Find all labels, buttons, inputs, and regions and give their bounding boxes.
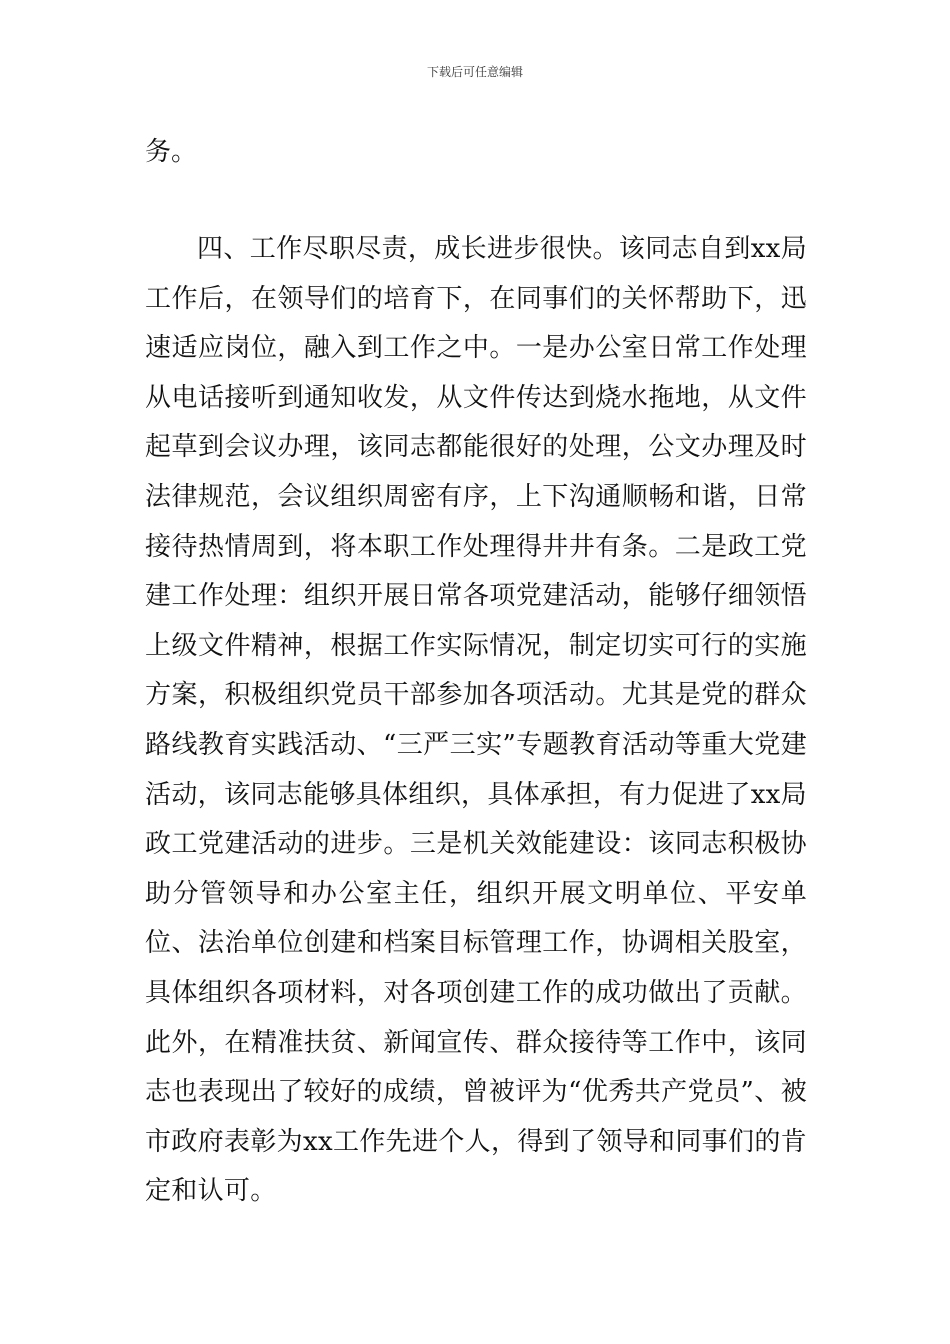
page-header: 下载后可任意编辑 xyxy=(426,65,523,79)
body-paragraph: 四、工作尽职尽责，成长进步很快。该同志自到xx局工作后，在领导们的培育下，在同事们的关怀帮助下，迅速适应岗位，融入到工作之中。一是办公室日常工作处理从电话接听到通知收发，从文件传达到烧水拖地，从文件起草到会议办理，该同志都能很好的处理，公文办理及时法律规范，会议组织周密有序，上下沟通顺畅和谐，日常接待热情周到，将本职工作处理得井井有条。二是政工党建工作处理：组织开展日常各项党建活动，能够仔细领悟上级文件精神，根据工作实际情况，制定切实可行的实施方案，积极组织党员干部参加各项活动。尤其是党的群众路线教育实践活动、“三严三实”专题教育活动等重大党建活动，该同志能够具体组织，具体承担，有力促进了xx局政工党建活动的进步。三是机关效能建设：该同志积极协助分管领导和办公室主任，组织开展文明单位、平安单位、法治单位创建和档案目标管理工作，协调相关股室，具体组织各项材料，对各项创建工作的成功做出了贡献。此外，在精准扶贫、新闻宣传、群众接待等工作中，该同志也表现出了较好的成绩，曾被评为“优秀共产党员”、被市政府表彰为xx工作先进个人，得到了领导和同事们的肯定和认可。 xyxy=(145,234,807,1207)
continuation-line: 务。 xyxy=(145,137,198,167)
